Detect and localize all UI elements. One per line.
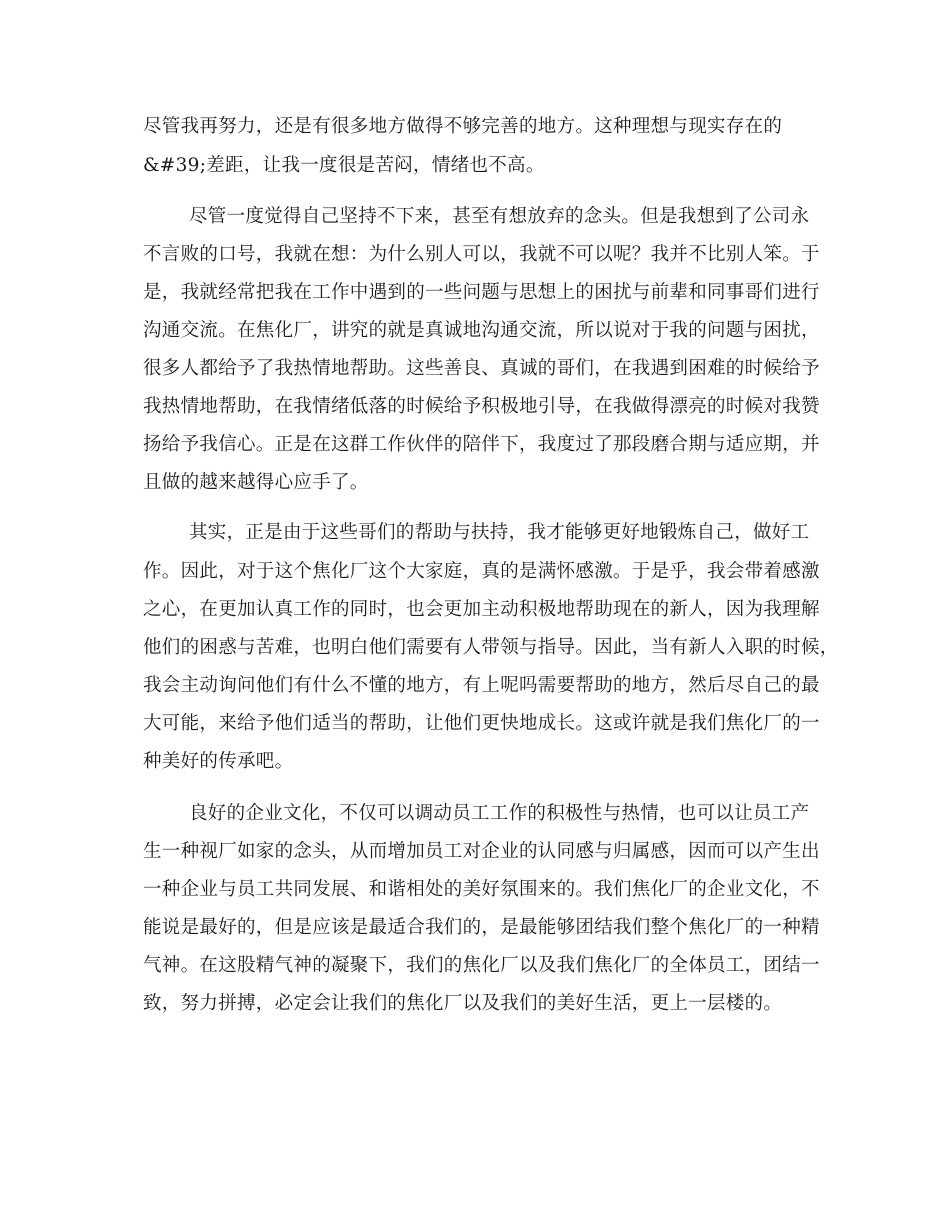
text-line: 我会主动询问他们有什么不懂的地方，有上呢吗需要帮助的地方，然后尽自己的最 [143, 675, 820, 696]
text-line: 我热情地帮助，在我情绪低落的时候给予积极地引导，在我做得漂亮的时候对我赞 [143, 396, 820, 417]
text-line: 生一种视厂如家的念头，从而增加员工对企业的认同感与归属感，因而可以产生出 [143, 841, 820, 862]
text-line: 大可能，来给予他们适当的帮助，让他们更快地成长。这或许就是我们焦化厂的一 [143, 713, 820, 734]
text-line: 良好的企业文化，不仅可以调动员工工作的积极性与热情，也可以让员工产 [189, 803, 810, 824]
text-line: &#39;差距，让我一度很是苦闷，情绪也不高。 [143, 155, 545, 176]
text-line: 之心，在更加认真工作的同时，也会更加主动积极地帮助现在的新人，因为我理解 [143, 599, 820, 620]
text-line: 他们的困惑与苦难，也明白他们需要有人带领与指导。因此，当有新人入职的时候， [143, 637, 839, 658]
text-line: 气神。在这股精气神的凝聚下，我们的焦化厂以及我们焦化厂的全体员工，团结一 [143, 955, 820, 976]
text-line: 种美好的传承吧。 [143, 751, 294, 772]
text-line: 尽管我再努力，还是有很多地方做得不够完善的地方。这种理想与现实存在的 [143, 116, 783, 137]
text-line: 不言败的口号，我就在想：为什么别人可以，我就不可以呢？我并不比别人笨。于 [143, 244, 820, 265]
text-line: 是，我就经常把我在工作中遇到的一些问题与思想上的困扰与前辈和同事哥们进行 [143, 282, 820, 303]
text-line: 尽管一度觉得自己坚持不下来，甚至有想放弃的念头。但是我想到了公司永 [189, 206, 810, 227]
text-line: 扬给予我信心。正是在这群工作伙伴的陪伴下，我度过了那段磨合期与适应期，并 [143, 434, 820, 455]
text-line: 作。因此，对于这个焦化厂这个大家庭，真的是满怀感激。于是乎，我会带着感激 [143, 561, 820, 582]
text-line: 很多人都给予了我热情地帮助。这些善良、真诚的哥们，在我遇到困难的时候给予 [143, 358, 820, 379]
text-line: 其实，正是由于这些哥们的帮助与扶持，我才能够更好地锻炼自己，做好工 [189, 522, 810, 543]
text-line: 致，努力拼搏，必定会让我们的焦化厂以及我们的美好生活，更上一层楼的。 [143, 993, 783, 1014]
text-line: 且做的越来越得心应手了。 [143, 472, 369, 493]
text-line: 沟通交流。在焦化厂，讲究的就是真诚地沟通交流，所以说对于我的问题与困扰， [143, 320, 820, 341]
text-line: 能说是最好的，但是应该是最适合我们的，是最能够团结我们整个焦化厂的一种精 [143, 917, 820, 938]
text-line: 一种企业与员工共同发展、和谐相处的美好氛围来的。我们焦化厂的企业文化，不 [143, 879, 820, 900]
